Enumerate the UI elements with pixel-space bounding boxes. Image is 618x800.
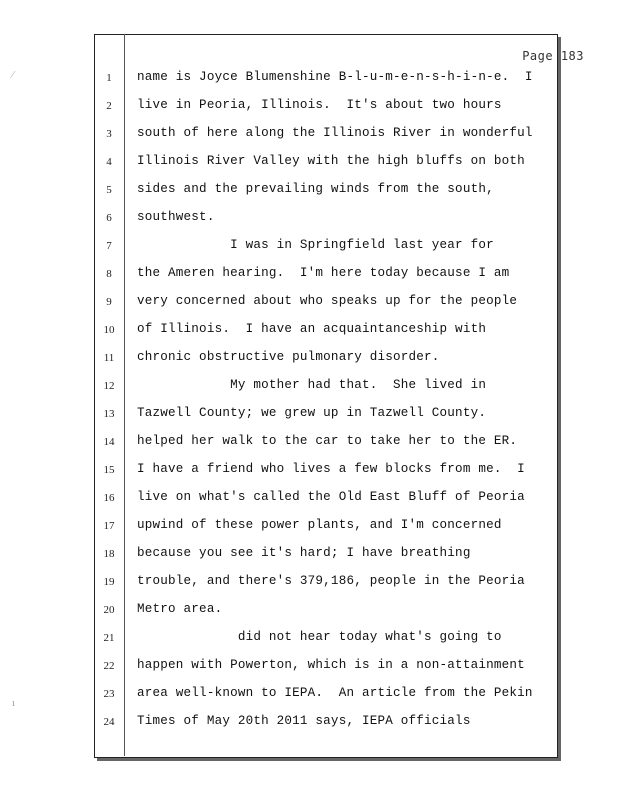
line-number: 15: [103, 464, 115, 476]
transcript-line: [0, 630, 560, 658]
transcript-line: [0, 266, 560, 294]
line-number: 2: [106, 100, 112, 112]
transcript-line: [0, 434, 560, 462]
transcript-line: [0, 462, 560, 490]
line-number: 22: [103, 660, 115, 672]
line-text: live on what's called the Old East Bluff of Peoria: [137, 490, 525, 504]
line-number: 19: [103, 576, 115, 588]
line-text: south of here along the Illinois River in wonderful: [137, 126, 533, 140]
line-text: helped her walk to the car to take her to the ER.: [137, 434, 518, 448]
line-number: 12: [103, 380, 115, 392]
line-text: because you see it's hard; I have breathing: [137, 546, 471, 560]
transcript-line: [0, 154, 560, 182]
transcript-line: [0, 658, 560, 686]
transcript-line: [0, 490, 560, 518]
transcript-line: [0, 126, 560, 154]
line-number: 8: [106, 268, 112, 280]
transcript-line: [0, 238, 560, 266]
line-number: 17: [103, 520, 115, 532]
transcript-line: [0, 406, 560, 434]
line-number: 23: [103, 688, 115, 700]
transcript-line: [0, 546, 560, 574]
line-number: 16: [103, 492, 115, 504]
line-number: 3: [106, 128, 112, 140]
transcript-line: [0, 210, 560, 238]
line-text: Times of May 20th 2011 says, IEPA officials: [137, 714, 471, 728]
line-number: 24: [103, 716, 115, 728]
line-number: 20: [103, 604, 115, 616]
line-text: upwind of these power plants, and I'm concerned: [137, 518, 502, 532]
line-text: very concerned about who speaks up for the people: [137, 294, 518, 308]
transcript-line: [0, 574, 560, 602]
transcript-line: [0, 350, 560, 378]
line-text: Illinois River Valley with the high bluffs on both: [137, 154, 525, 168]
line-text: Tazwell County; we grew up in Tazwell County.: [137, 406, 487, 420]
line-number: 9: [106, 296, 112, 308]
line-number: 14: [103, 436, 115, 448]
line-number: 6: [106, 212, 112, 224]
line-text: live in Peoria, Illinois. It's about two hours: [137, 98, 502, 112]
line-text: did not hear today what's going to: [137, 630, 502, 644]
line-text: the Ameren hearing. I'm here today because I am: [137, 266, 510, 280]
transcript-line: [0, 70, 560, 98]
transcript-line: [0, 518, 560, 546]
line-text: I have a friend who lives a few blocks from me. I: [137, 462, 525, 476]
transcript-line: [0, 378, 560, 406]
line-number: 18: [103, 548, 115, 560]
transcript-line: [0, 98, 560, 126]
line-number: 11: [103, 352, 115, 364]
line-text: name is Joyce Blumenshine B-l-u-m-e-n-s-h-i-n-e. I: [137, 70, 533, 84]
line-text: sides and the prevailing winds from the south,: [137, 182, 494, 196]
line-text: area well-known to IEPA. An article from the Pekin: [137, 686, 533, 700]
transcript-line: [0, 322, 560, 350]
line-number: 21: [103, 632, 115, 644]
line-number: 10: [103, 324, 115, 336]
line-text: My mother had that. She lived in: [137, 378, 487, 392]
line-text: I was in Springfield last year for: [137, 238, 494, 252]
line-text: southwest.: [137, 210, 215, 224]
line-number: 1: [106, 72, 112, 84]
line-number: 7: [106, 240, 112, 252]
scan-speck: ı: [12, 698, 15, 709]
transcript-line: [0, 686, 560, 714]
line-number: 4: [106, 156, 112, 168]
line-number: 5: [106, 184, 112, 196]
line-text: Metro area.: [137, 602, 223, 616]
transcript-line: [0, 182, 560, 210]
transcript-line: [0, 294, 560, 322]
scan-speck: ⁄: [12, 70, 14, 81]
transcript-line: [0, 602, 560, 630]
transcript-line: [0, 714, 560, 742]
line-text: chronic obstructive pulmonary disorder.: [137, 350, 440, 364]
line-text: of Illinois. I have an acquaintanceship with: [137, 322, 487, 336]
line-number: 13: [103, 408, 115, 420]
page-number: Page 183: [522, 49, 584, 63]
line-text: happen with Powerton, which is in a non-attainment: [137, 658, 525, 672]
line-text: trouble, and there's 379,186, people in the Peoria: [137, 574, 525, 588]
